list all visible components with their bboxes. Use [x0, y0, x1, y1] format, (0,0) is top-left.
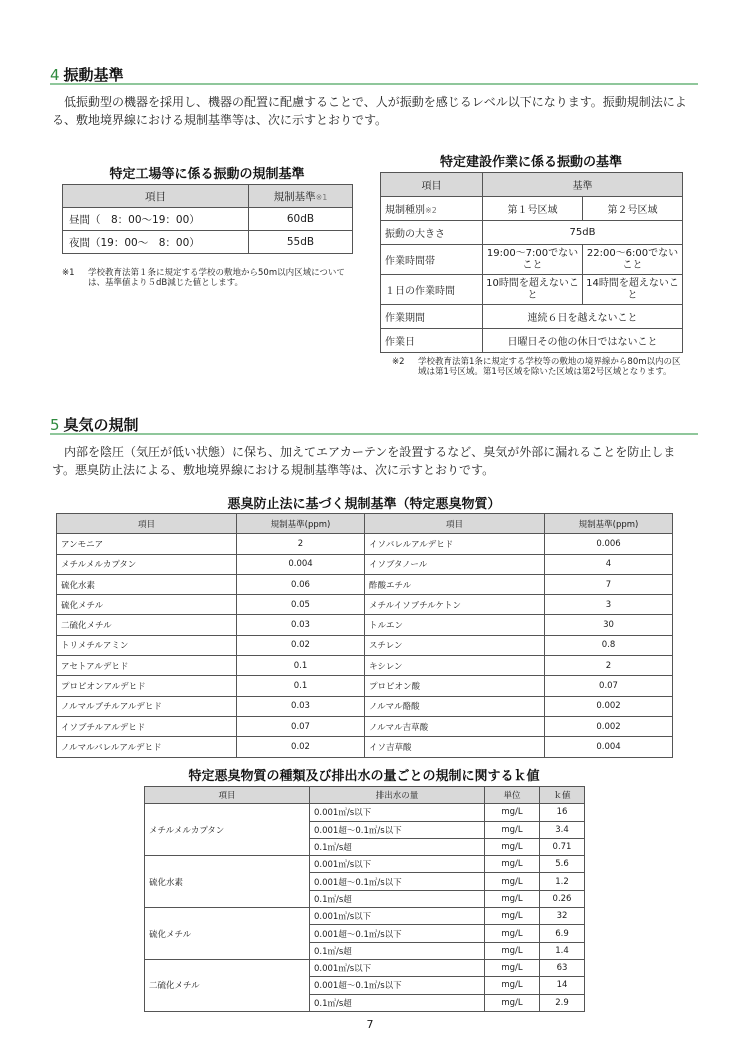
table-cell: 32	[540, 908, 585, 925]
header-cell: ｋ値	[540, 787, 585, 804]
table-cell: 0.07	[237, 716, 365, 736]
table-row	[145, 908, 585, 925]
table-cell: メチルイソブチルケトン	[365, 595, 545, 615]
table-cell: 0.1㎥/s超	[310, 942, 485, 959]
substance-cell: メチルメルカプタン	[145, 804, 310, 856]
note-mark: ※1	[62, 268, 75, 278]
table-cell: mg/L	[485, 873, 540, 890]
table-cell: 30	[545, 615, 673, 635]
table-cell: イソ吉草酸	[365, 737, 545, 757]
odor-table-title: 悪臭防止法に基づく規制基準（特定悪臭物質）	[227, 497, 501, 512]
table-cell: 60dB	[249, 208, 353, 231]
table-cell: 3.4	[540, 821, 585, 838]
table-cell: 第１号区域	[483, 197, 583, 221]
table-row	[381, 275, 683, 305]
table-row	[57, 615, 673, 635]
table-cell: トリメチルアミン	[57, 635, 237, 655]
area-label: 規制種別	[385, 205, 425, 216]
note-mark: ※2	[392, 357, 405, 367]
table-cell: 作業日	[381, 329, 483, 353]
header-cell: 項目	[57, 514, 237, 534]
table-row	[57, 554, 673, 574]
table-row	[381, 245, 683, 275]
table-cell: 0.02	[237, 737, 365, 757]
table-cell: mg/L	[485, 925, 540, 942]
table-cell: 0.001㎥/s以下	[310, 908, 485, 925]
table-cell: ノルマル吉草酸	[365, 716, 545, 736]
table-cell: 3	[545, 595, 673, 615]
table-cell: 0.001㎥/s以下	[310, 856, 485, 873]
section5-heading	[50, 414, 139, 435]
header-cell: 単位	[485, 787, 540, 804]
section5-paragraph: 内部を陰圧（気圧が低い状態）に保ち、加えてエアカーテンを設置するなど、臭気が外部に漏れることを防止します。悪臭防止法による、敷地境界線における規制基準等は、次に示すとおりです。	[52, 445, 676, 477]
table-cell: 0.06	[237, 574, 365, 594]
table-cell: 16	[540, 804, 585, 821]
table-row	[63, 231, 353, 254]
construction-table-note	[392, 357, 682, 377]
table-cell: 0.05	[237, 595, 365, 615]
table-cell: 63	[540, 959, 585, 976]
substance-cell: 硫化水素	[145, 856, 310, 908]
odor-regulation-table	[56, 513, 673, 758]
construction-vibration-table	[380, 172, 683, 353]
table-cell: mg/L	[485, 959, 540, 976]
table-cell: 0.07	[545, 676, 673, 696]
header-cell: 項目	[145, 787, 310, 804]
table-cell: 0.006	[545, 534, 673, 554]
table-cell: 2	[237, 534, 365, 554]
table-row	[57, 635, 673, 655]
table-row	[63, 208, 353, 231]
note-text: 学校教育法第１条に規定する学校の敷地から50m以内区域については、基準値より５dB減じた値とします。	[88, 268, 345, 288]
table-cell: 0.004	[545, 737, 673, 757]
table-cell: 0.001超～0.1㎥/s以下	[310, 873, 485, 890]
table-row	[381, 329, 683, 353]
header-cell: 項目	[381, 173, 483, 197]
table-row	[57, 574, 673, 594]
table-header-row	[381, 173, 683, 197]
table-cell: 4	[545, 554, 673, 574]
header-cell: 基準	[483, 173, 683, 197]
table-cell: 5.6	[540, 856, 585, 873]
table-row	[57, 696, 673, 716]
table-cell: 1.4	[540, 942, 585, 959]
table-cell: プロピオンアルデヒド	[57, 676, 237, 696]
table-cell: 0.26	[540, 890, 585, 907]
table-cell: 75dB	[483, 221, 683, 245]
table-row	[57, 737, 673, 757]
table-cell: アセトアルデヒド	[57, 656, 237, 676]
table-cell: 作業時間帯	[381, 245, 483, 275]
factory-table-title: 特定工場等に係る振動の規制基準	[109, 167, 305, 182]
table-cell: 55dB	[249, 231, 353, 254]
table-cell: 2.9	[540, 994, 585, 1011]
table-cell: １日の作業時間	[381, 275, 483, 305]
table-row	[381, 221, 683, 245]
k-value-table	[144, 786, 585, 1012]
factory-vibration-table	[62, 184, 353, 254]
factory-table-note	[62, 268, 352, 288]
table-row	[57, 676, 673, 696]
header-cell: 規制基準(ppm)	[545, 514, 673, 534]
table-cell: 第２号区域	[583, 197, 683, 221]
table-header-row	[63, 185, 353, 208]
table-row	[57, 716, 673, 736]
table-cell: mg/L	[485, 838, 540, 855]
k-table-title: 特定悪臭物質の種類及び排出水の量ごとの規制に関するｋ値	[188, 769, 540, 784]
table-cell: 日曜日その他の休日ではないこと	[483, 329, 683, 353]
note-text: 学校教育法第1条に規定する学校等の敷地の境界線から80m以内の区域は第1号区域。第1号区域を除いた区域は第2号区域となります。	[418, 357, 681, 377]
table-cell: イソブタノール	[365, 554, 545, 574]
section4-rule	[50, 83, 698, 85]
table-cell: 22:00～6:00でないこと	[583, 245, 683, 275]
table-row	[57, 595, 673, 615]
table-cell: 2	[545, 656, 673, 676]
table-cell: 0.001超～0.1㎥/s以下	[310, 925, 485, 942]
table-cell: メチルメルカプタン	[57, 554, 237, 574]
table-cell: 19:00～7:00でないこと	[483, 245, 583, 275]
table-cell: 酢酸エチル	[365, 574, 545, 594]
note-mark: ※2	[425, 206, 437, 215]
section4-paragraph: 低振動型の機器を採用し、機器の配置に配慮することで、人が振動を感じるレベル以下になります。振動規制法による、敷地境界線における規制基準等は、次に示すとおりです。	[52, 95, 687, 127]
table-row	[145, 804, 585, 821]
section5-title: 臭気の規制	[63, 416, 139, 434]
table-cell: 硫化水素	[57, 574, 237, 594]
table-cell: ノルマル酪酸	[365, 696, 545, 716]
table-cell: mg/L	[485, 821, 540, 838]
table-cell: mg/L	[485, 977, 540, 994]
table-cell: 0.8	[545, 635, 673, 655]
table-cell: 0.1	[237, 656, 365, 676]
header-cell: 項目	[365, 514, 545, 534]
table-cell: mg/L	[485, 908, 540, 925]
section4-heading	[50, 64, 124, 85]
table-cell: 0.004	[237, 554, 365, 574]
table-row	[381, 197, 683, 221]
table-cell: 昼間（ 8：00～19：00）	[63, 208, 249, 231]
table-cell: 0.71	[540, 838, 585, 855]
table-header-row	[57, 514, 673, 534]
table-cell: 0.001超～0.1㎥/s以下	[310, 821, 485, 838]
table-header-row	[145, 787, 585, 804]
table-cell: 0.1㎥/s超	[310, 838, 485, 855]
table-cell: 0.002	[545, 716, 673, 736]
page-number: 7	[366, 1018, 374, 1031]
table-cell: イソバレルアルデヒド	[365, 534, 545, 554]
table-cell: ノルマルバレルアルデヒド	[57, 737, 237, 757]
table-cell: 7	[545, 574, 673, 594]
table-cell: 0.03	[237, 615, 365, 635]
table-cell: イソブチルアルデヒド	[57, 716, 237, 736]
table-row	[57, 656, 673, 676]
table-row	[145, 959, 585, 976]
table-cell: 0.02	[237, 635, 365, 655]
table-cell: トルエン	[365, 615, 545, 635]
table-cell: ノルマルブチルアルデヒド	[57, 696, 237, 716]
table-cell: 0.1	[237, 676, 365, 696]
table-cell: 0.001㎥/s以下	[310, 804, 485, 821]
header-cell	[249, 185, 353, 208]
section5-rule	[50, 433, 698, 435]
table-cell: 6.9	[540, 925, 585, 942]
table-cell: mg/L	[485, 994, 540, 1011]
header-cell: 規制基準(ppm)	[237, 514, 365, 534]
note-mark: ※1	[315, 192, 328, 202]
table-cell: スチレン	[365, 635, 545, 655]
construction-table-title: 特定建設作業に係る振動の基準	[439, 155, 622, 170]
table-cell	[381, 197, 483, 221]
table-row	[145, 856, 585, 873]
table-cell: 0.03	[237, 696, 365, 716]
table-cell: 振動の大きさ	[381, 221, 483, 245]
section5-number: 5	[50, 416, 60, 434]
table-row	[57, 534, 673, 554]
table-cell: mg/L	[485, 890, 540, 907]
table-cell: mg/L	[485, 804, 540, 821]
table-cell: 二硫化メチル	[57, 615, 237, 635]
table-cell: 0.001㎥/s以下	[310, 959, 485, 976]
table-cell: 作業期間	[381, 305, 483, 329]
table-cell: キシレン	[365, 656, 545, 676]
table-cell: プロピオン酸	[365, 676, 545, 696]
table-cell: mg/L	[485, 942, 540, 959]
substance-cell: 二硫化メチル	[145, 959, 310, 1011]
header-cell: 項目	[63, 185, 249, 208]
table-cell: 夜間（19：00～ 8：00）	[63, 231, 249, 254]
table-cell: 0.002	[545, 696, 673, 716]
table-cell: mg/L	[485, 856, 540, 873]
table-cell: 10時間を超えないこと	[483, 275, 583, 305]
section4-number: 4	[50, 66, 60, 84]
table-cell: 連続６日を越えないこと	[483, 305, 683, 329]
table-cell: 14	[540, 977, 585, 994]
table-cell: 0.1㎥/s超	[310, 890, 485, 907]
header-label: 規制基準	[273, 190, 316, 203]
substance-cell: 硫化メチル	[145, 908, 310, 960]
table-cell: 硫化メチル	[57, 595, 237, 615]
table-cell: 0.001超～0.1㎥/s以下	[310, 977, 485, 994]
table-cell: 1.2	[540, 873, 585, 890]
table-cell: 0.1㎥/s超	[310, 994, 485, 1011]
table-cell: アンモニア	[57, 534, 237, 554]
section4-title: 振動基準	[63, 66, 124, 84]
header-cell: 排出水の量	[310, 787, 485, 804]
table-row	[381, 305, 683, 329]
table-cell: 14時間を超えないこと	[583, 275, 683, 305]
